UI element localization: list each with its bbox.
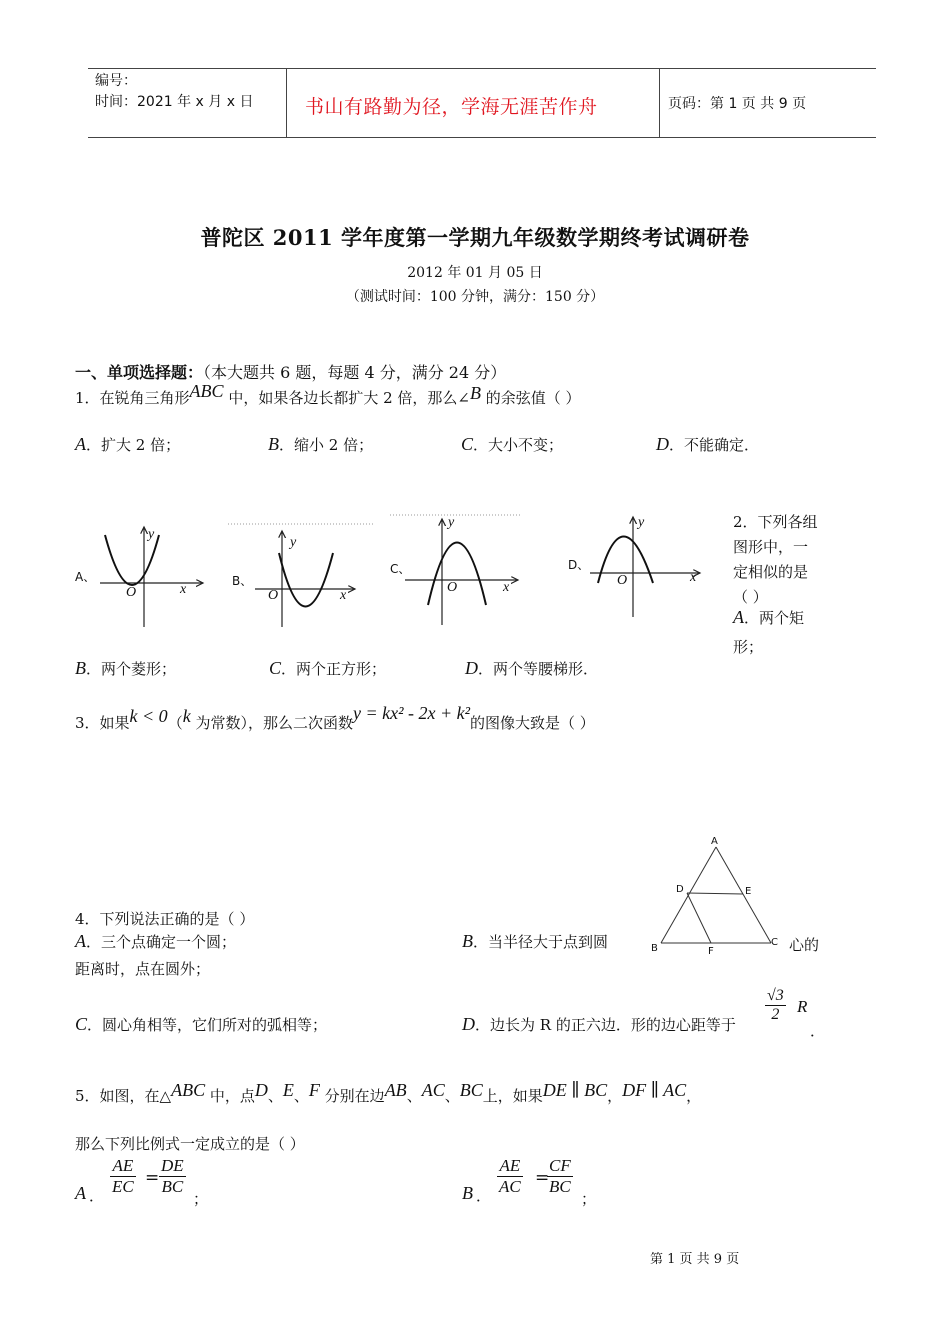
q2-option-b[interactable]: B．两个菱形； <box>75 658 177 678</box>
page-footer: 第 1 页 共 9 页 <box>650 1252 740 1267</box>
graph-d-label: D、 <box>568 558 590 572</box>
triangle-vertex-b: B <box>651 943 658 954</box>
q2-option-c[interactable]: C．两个正方形； <box>269 658 387 678</box>
triangle-point-e: E <box>745 886 752 897</box>
question-2-stem: 2．下列各组 图形中，一 定相似的是 （ ） <box>733 513 818 606</box>
graph-b[interactable] <box>255 531 355 627</box>
q5-option-a-frac2: $\frac{DE}{BC}$ <box>161 1156 184 1196</box>
header-divider <box>286 69 287 137</box>
q1-option-a[interactable]: A．扩大 2 倍； <box>75 434 181 454</box>
section-note: （本大题共 6 题，每题 4 分，满分 24 分） <box>203 363 507 382</box>
graph-c-y-label: y <box>448 515 455 530</box>
q2-option-a[interactable]: A．两个矩 <box>733 607 805 627</box>
triangle-point-d: D <box>676 884 684 895</box>
exam-meta: （测试时间：100 分钟，满分：150 分） <box>345 289 605 305</box>
q1-option-d[interactable]: D．不能确定． <box>656 434 760 454</box>
header-divider <box>659 69 660 137</box>
q5-option-b-letter[interactable]: B <box>462 1183 473 1203</box>
graph-c[interactable] <box>405 519 518 625</box>
page-info: 页码：第 1 页 共 9 页 <box>668 96 807 112</box>
time-label: 时间：2021 年 x 月 x 日 <box>95 94 254 110</box>
triangle-point-f: F <box>708 946 714 957</box>
graph-c-label: C、 <box>390 562 411 576</box>
serial-label: 编号： <box>95 73 137 89</box>
q4-option-b-tail: 心的 <box>789 936 820 954</box>
q1-option-c[interactable]: C．大小不变； <box>461 434 564 454</box>
graph-d-origin: O <box>617 573 628 588</box>
graph-a-label: A、 <box>75 570 96 584</box>
graph-b-y-label: y <box>290 535 297 550</box>
graph-d-x-label: x <box>690 570 697 585</box>
q4-option-d-fraction: $\frac{√3}{2}$ <box>767 987 784 1023</box>
motto: 书山有路勤为径，学海无涯苦作舟 <box>305 96 598 118</box>
q5-option-a-letter[interactable]: A <box>75 1183 86 1203</box>
q2-option-d[interactable]: D．两个等腰梯形． <box>465 658 599 678</box>
graph-c-x-label: x <box>503 580 510 595</box>
q5-option-b-frac1: $\frac{AE}{AC}$ <box>499 1156 521 1196</box>
q5-option-a-equals: = <box>145 1168 160 1188</box>
graph-d[interactable] <box>590 517 700 617</box>
q4-option-b-line2: 距离时，点在圆外； <box>75 960 211 978</box>
q4-option-c[interactable]: C．圆心角相等，它们所对的弧相等； <box>75 1014 328 1034</box>
triangle-vertex-c: C <box>771 937 778 948</box>
q5-option-b-semi: ； <box>581 1190 597 1208</box>
q2-option-a-tail: 形； <box>733 638 764 656</box>
triangle-vertex-a: A <box>711 836 718 847</box>
graph-b-origin: O <box>268 588 279 603</box>
question-3: 3．如果k < 0（k 为常数），那么二次函数y = kx² - 2x + k²的图像大致是（ ） <box>75 703 595 732</box>
q5-option-a-semi: ； <box>193 1190 209 1208</box>
q5-option-a-frac1: $\frac{AE}{EC}$ <box>112 1156 134 1196</box>
question-1: 1．在锐角三角形ABC 中，如果各边长都扩大 2 倍，那么∠B 的余弦值（ ） <box>75 381 581 407</box>
graph-c-origin: O <box>447 580 458 595</box>
graph-a-y-label: y <box>148 527 155 542</box>
graph-a-x-label: x <box>180 582 187 597</box>
q1-option-b[interactable]: B．缩小 2 倍； <box>268 434 374 454</box>
graph-b-label: B、 <box>232 574 253 588</box>
q5-option-b-equals: = <box>535 1168 550 1188</box>
question-5: 5．如图，在△ABC 中，点D、E、F 分别在边AB、AC、BC上，如果DE ∥ BC，DF ∥ AC， <box>75 1080 702 1105</box>
q4-option-a[interactable]: A．三个点确定一个圆； <box>75 931 237 951</box>
exam-date: 2012 年 01 月 05 日 <box>407 265 543 281</box>
graph-a-origin: O <box>126 585 137 600</box>
question-4: 4．下列说法正确的是（ ） <box>75 910 255 928</box>
q4-option-b[interactable]: B．当半径大于点到圆 <box>462 931 609 951</box>
graph-b-x-label: x <box>340 588 347 603</box>
exam-title: 普陀区 2011 学年度第一学期九年级数学期终考试调研卷 <box>200 225 750 250</box>
graph-d-y-label: y <box>638 515 645 530</box>
q4-option-d[interactable]: D．边长为 R 的正六边．形的边心距等于 <box>462 1014 736 1034</box>
q4-option-d-r: R <box>797 997 808 1016</box>
question-5-line2: 那么下列比例式一定成立的是（ ） <box>75 1135 305 1153</box>
q5-option-b-frac2: $\frac{CF}{BC}$ <box>549 1156 571 1196</box>
q4-option-d-end: ． <box>810 1022 826 1040</box>
section-heading <box>75 360 506 383</box>
section-title: 一、单项选择题： <box>75 363 204 382</box>
